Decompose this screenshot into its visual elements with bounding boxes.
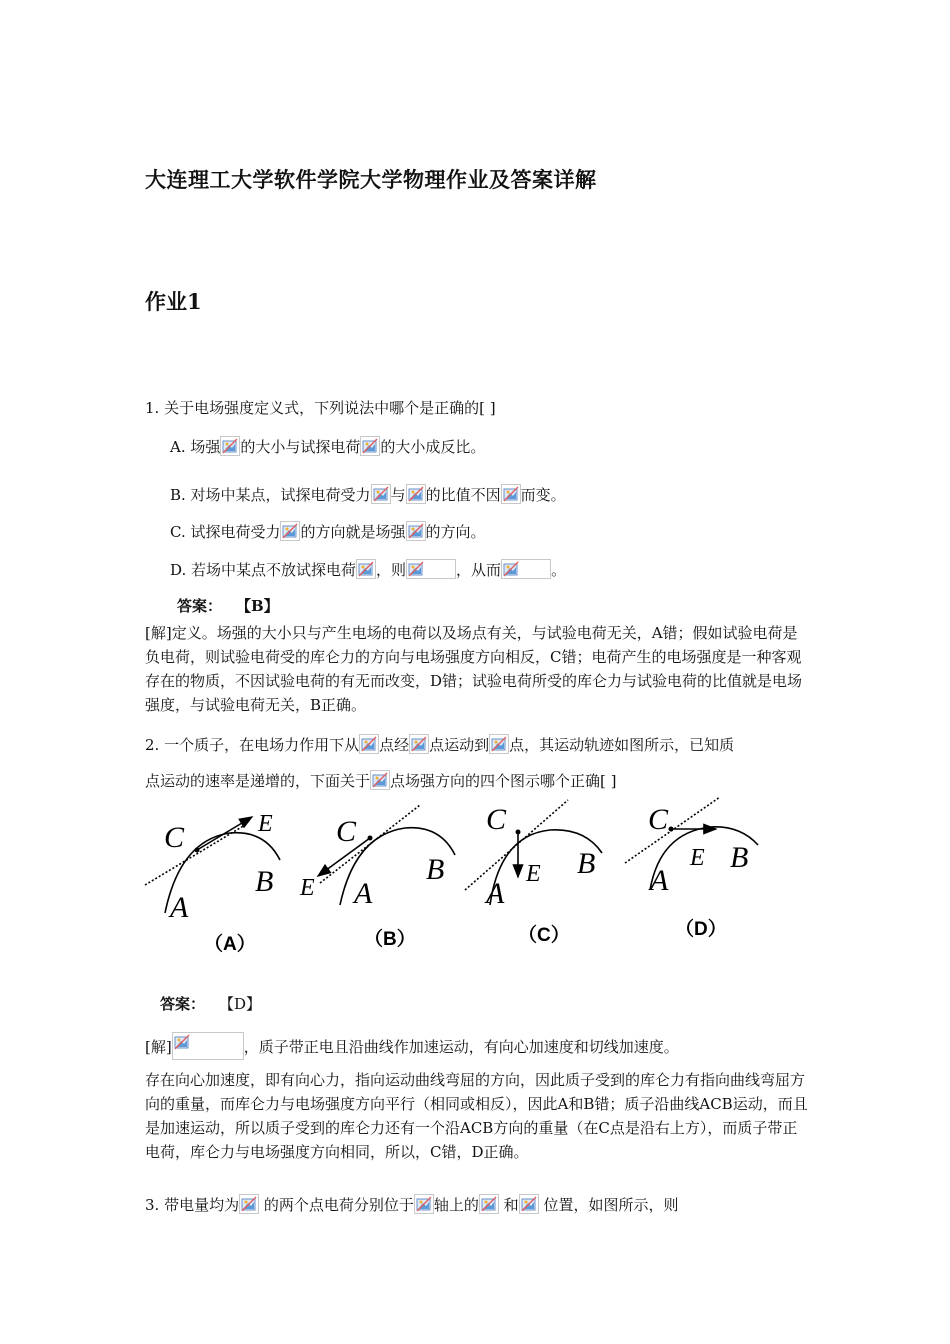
q3-stem bbox=[145, 1194, 678, 1215]
figure-panel-c bbox=[465, 800, 602, 946]
option-text: 的比值不因 bbox=[425, 486, 501, 504]
panel-caption: （B） bbox=[364, 929, 416, 950]
option-text: 的大小与试探电荷 bbox=[240, 438, 361, 456]
field-e-label: E bbox=[258, 811, 273, 837]
q1-answer bbox=[177, 596, 279, 616]
stem-text: 点，其运动轨迹如图所示，已知质 bbox=[509, 736, 735, 754]
option-text: B. 对场中某点，试探电荷受力 bbox=[170, 486, 371, 504]
panel-caption: （A） bbox=[204, 934, 256, 955]
panel-caption: （D） bbox=[675, 919, 727, 940]
answer-label: 答案： bbox=[177, 597, 223, 615]
section-title: 作业1 bbox=[145, 289, 202, 314]
point-a-label: A bbox=[650, 864, 669, 897]
field-e-label: E bbox=[300, 875, 315, 901]
stem-text: 点运动的速率是递增的，下面关于 bbox=[145, 772, 371, 790]
figure-panel-a bbox=[145, 811, 280, 955]
answer-label: 答案： bbox=[160, 995, 206, 1013]
option-text: 的大小成反比。 bbox=[380, 438, 486, 456]
broken-image-icon bbox=[370, 770, 390, 790]
stem-text: 点经 bbox=[379, 736, 410, 754]
option-text: A. 场强 bbox=[170, 438, 221, 456]
broken-image-icon bbox=[172, 1032, 244, 1060]
stem-text: 点运动到 bbox=[429, 736, 490, 754]
answer-value: 【B】 bbox=[236, 597, 279, 615]
stem-text: 2. 一个质子，在电场力作用下从 bbox=[145, 736, 360, 754]
option-text: 。 bbox=[551, 561, 567, 579]
point-c-label: C bbox=[486, 803, 507, 836]
q2-field-direction-figure bbox=[140, 795, 780, 965]
document-title: 大连理工大学软件学院大学物理作业及答案详解 bbox=[145, 167, 597, 192]
figure-panel-b bbox=[299, 805, 455, 950]
q1-option-b bbox=[170, 484, 566, 505]
panel-caption: （C） bbox=[518, 925, 570, 946]
point-c-label: C bbox=[336, 815, 357, 848]
broken-image-icon bbox=[414, 1194, 434, 1214]
q1-option-a bbox=[170, 436, 485, 457]
stem-text: 轴上的 bbox=[433, 1196, 479, 1214]
stem-text: 3. 带电量均为 bbox=[145, 1196, 240, 1214]
option-text: ，从而 bbox=[456, 561, 502, 579]
broken-image-icon bbox=[479, 1194, 499, 1214]
broken-image-icon bbox=[501, 559, 551, 579]
point-a-label: A bbox=[486, 877, 505, 910]
broken-image-icon bbox=[406, 521, 426, 541]
broken-image-icon bbox=[239, 1194, 259, 1214]
broken-image-icon bbox=[280, 521, 300, 541]
option-text: C. 试探电荷受力 bbox=[170, 523, 281, 541]
broken-image-icon bbox=[406, 559, 456, 579]
broken-image-icon bbox=[360, 436, 380, 456]
field-e-label: E bbox=[690, 845, 705, 871]
stem-text: 点场强方向的四个图示哪个正确[ ] bbox=[390, 772, 617, 790]
option-text: ，则 bbox=[376, 561, 407, 579]
answer-value: 【D】 bbox=[219, 995, 262, 1013]
stem-text: 和 bbox=[498, 1196, 519, 1214]
q2-stem-line2 bbox=[145, 770, 617, 791]
broken-image-icon bbox=[501, 484, 521, 504]
option-text: 的方向。 bbox=[425, 523, 486, 541]
q1-option-d bbox=[170, 559, 566, 580]
explanation-text: ，质子带正电且沿曲线作加速运动，有向心加速度和切线加速度。 bbox=[243, 1038, 679, 1056]
option-text: D. 若场中某点不放试探电荷 bbox=[170, 561, 357, 579]
point-c-label: C bbox=[164, 821, 185, 854]
point-a-label: A bbox=[354, 877, 373, 910]
point-c-label: C bbox=[648, 803, 669, 836]
q2-explanation: 存在向心加速度，即有向心力，指向运动曲线弯屈的方向，因此质子受到的库仑力有指向曲线弯屈方向的重量，而库仑力与电场强度方向平行（相同或相反），因此A和B错；质子沿曲线ACB运动，而且是加速运动，所以质子受到的库仑力还有一个沿ACB方向的重量（在C点是沿右上方），而质子带正电荷，库仑力与电场强度方向相同，所以，C错，D正确。 bbox=[145, 1071, 808, 1161]
broken-image-icon bbox=[356, 559, 376, 579]
broken-image-icon bbox=[406, 484, 426, 504]
broken-image-icon bbox=[519, 1194, 539, 1214]
point-b-label: B bbox=[255, 865, 274, 898]
broken-image-icon bbox=[371, 484, 391, 504]
field-e-label: E bbox=[526, 861, 541, 887]
point-b-label: B bbox=[426, 853, 445, 886]
point-b-label: B bbox=[577, 847, 596, 880]
q1-option-c bbox=[170, 521, 486, 542]
broken-image-icon bbox=[489, 734, 509, 754]
figure-panel-d bbox=[625, 797, 758, 940]
q1-explanation: [解]定义。场强的大小只与产生电场的电荷以及场点有关，与试验电荷无关，A错；假如试验电荷是负电荷，则试验电荷受的库仑力的方向与电场强度方向相反，C错；电荷产生的电场强度是一种客观存在的物质，不因试验电荷的有无而改变，D错；试验电荷所受的库仑力与试验电荷的比值就是电场强度，与试验电荷无关，B正确。 bbox=[145, 624, 803, 714]
q2-explanation-line1 bbox=[145, 1032, 679, 1060]
broken-image-icon bbox=[220, 436, 240, 456]
q2-stem-line1 bbox=[145, 734, 734, 755]
stem-text: 的两个点电荷分别位于 bbox=[259, 1196, 414, 1214]
option-text: 的方向就是场强 bbox=[300, 523, 406, 541]
broken-image-icon bbox=[359, 734, 379, 754]
option-text: 与 bbox=[390, 486, 406, 504]
q2-answer bbox=[160, 994, 261, 1014]
broken-image-icon bbox=[409, 734, 429, 754]
point-a-label: A bbox=[170, 891, 189, 924]
q1-stem: 1. 关于电场强度定义式，下列说法中哪个是正确的[ ] bbox=[145, 399, 496, 417]
stem-text: 位置，如图所示，则 bbox=[538, 1196, 679, 1214]
option-text: 而变。 bbox=[520, 486, 566, 504]
point-b-label: B bbox=[730, 841, 749, 874]
explanation-text: [解] bbox=[145, 1038, 172, 1056]
